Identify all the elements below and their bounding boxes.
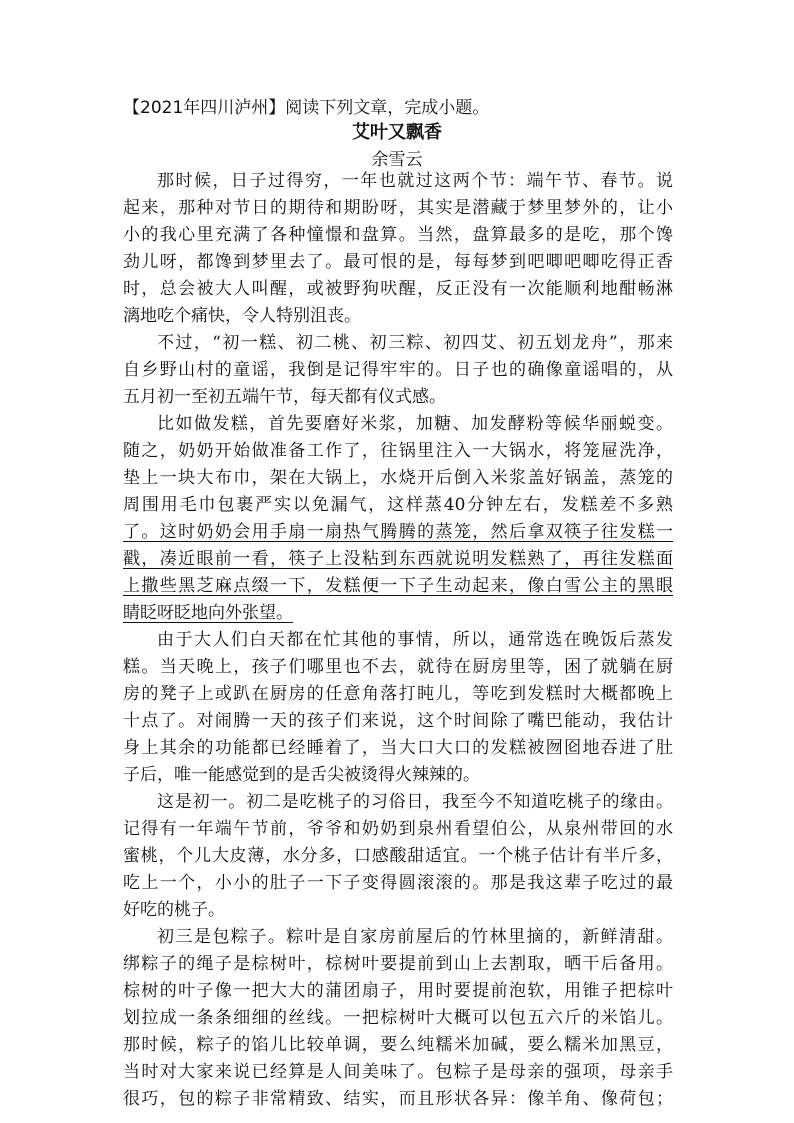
underlined-text-line: 了。这时奶奶会用手扇一扇热气腾腾的蒸笼，然后拿双筷子往发糕一 xyxy=(123,522,673,542)
text-line: 五月初一至初五端午节，每天都有仪式感。 xyxy=(123,387,446,407)
text-line: 时，总会被大人叫醒，或被野狗吠醒，反正没有一次能顺利地酣畅淋 xyxy=(123,279,673,299)
question-header: 【2021年四川泸州】阅读下列文章，完成小题。 xyxy=(123,98,490,118)
text-line: 吃上一个，小小的肚子一下子变得圆滚滚的。那是我这辈子吃过的最 xyxy=(123,873,673,893)
text-line: 这是初一。初二是吃桃子的习俗日，我至今不知道吃桃子的缘由。 xyxy=(157,792,673,812)
paragraph-2 xyxy=(123,330,673,411)
text-line: 起来，那种对节日的期待和期盼呀，其实是潜藏于梦里梦外的，让小 xyxy=(123,198,673,218)
underlined-text-line: 戳，凑近眼前一看，筷子上没粘到东西就说明发糕熟了，再往发糕面 xyxy=(123,549,673,569)
text-line: 身上其余的功能都已经睡着了，当大口大口的发糕被囫囵地吞进了肚 xyxy=(123,738,673,758)
text-line: 比如做发糕，首先要磨好米浆，加糖、加发酵粉等候华丽蜕变。 xyxy=(157,414,673,434)
text-line: 垫上一块大布巾，架在大锅上，水烧开后倒入米浆盖好锅盖，蒸笼的 xyxy=(123,468,673,488)
text-line: 劲儿呀，都馋到梦里去了。最可恨的是，每每梦到吧唧吧唧吃得正香 xyxy=(123,252,673,272)
text-line: 绑粽子的绳子是棕树叶，棕树叶要提前到山上去割取，晒干后备用。 xyxy=(123,954,673,974)
text-line: 记得有一年端午节前，爷爷和奶奶到泉州看望伯公，从泉州带回的水 xyxy=(123,819,673,839)
text-line: 随之，奶奶开始做准备工作了，往锅里注入一大锅水，将笼屉洗净， xyxy=(123,441,673,461)
text-line: 那时候，日子过得穷，一年也就过这两个节：端午节、春节。说 xyxy=(157,171,673,191)
text-line: 周围用毛巾包裹严实以免漏气，这样蒸40分钟左右，发糕差不多熟 xyxy=(123,495,673,515)
text-line: 自乡野山村的童谣，我倒是记得牢牢的。日子也的确像童谣唱的，从 xyxy=(123,360,673,380)
underlined-text-line: 睛眨呀眨地向外张望。 xyxy=(123,603,293,623)
article-author: 余雪云 xyxy=(371,150,423,170)
text-line: 漓地吃个痛快，令人特别沮丧。 xyxy=(123,306,361,326)
text-line: 不过，“初一糕、初二桃、初三粽、初四艾、初五划龙舟”，那来 xyxy=(157,333,673,353)
text-line: 十点了。对闹腾一天的孩子们来说，这个时间除了嘴巴能动，我估计 xyxy=(123,711,673,731)
text-line: 糕。当天晚上，孩子们哪里也不去，就待在厨房里等，困了就躺在厨 xyxy=(123,657,673,677)
text-line: 房的凳子上或趴在厨房的任意角落打盹儿，等吃到发糕时大概都晚上 xyxy=(123,684,673,704)
text-line: 好吃的桃子。 xyxy=(123,900,225,920)
text-line: 小的我心里充满了各种憧憬和盘算。当然，盘算最多的是吃，那个馋 xyxy=(123,225,673,245)
text-line: 那时候，粽子的馅儿比较单调，要么纯糯米加碱，要么糯米加黑豆， xyxy=(123,1035,673,1055)
article-title: 艾叶又飘香 xyxy=(352,122,442,143)
text-line: 初三是包粽子。粽叶是自家房前屋后的竹林里摘的，新鲜清甜。 xyxy=(157,927,673,947)
text-line: 划拉成一条条细细的丝线。一把棕树叶大概可以包五六斤的米馅儿。 xyxy=(123,1008,673,1028)
paragraph-3 xyxy=(123,411,673,627)
article-body xyxy=(123,168,673,1113)
text-line: 由于大人们白天都在忙其他的事情，所以，通常选在晚饭后蒸发 xyxy=(157,630,673,650)
text-line: 很巧，包的粽子非常精致、结实，而且形状各异：像羊角、像荷包； xyxy=(123,1089,673,1109)
text-line: 棕树的叶子像一把大大的蒲团扇子，用时要提前泡软，用锥子把棕叶 xyxy=(123,981,673,1001)
underlined-text-line: 上撒些黑芝麻点缀一下，发糕便一下子生动起来，像白雪公主的黑眼 xyxy=(123,576,673,596)
paragraph-5 xyxy=(123,789,673,924)
text-line: 当时对大家来说已经算是人间美味了。包粽子是母亲的强项，母亲手 xyxy=(123,1062,673,1082)
paragraph-4 xyxy=(123,627,673,789)
text-line: 子后，唯一能感觉到的是舌尖被烫得火辣辣的。 xyxy=(123,765,480,785)
text-line: 蜜桃，个儿大皮薄，水分多，口感酸甜适宜。一个桃子估计有半斤多， xyxy=(123,846,673,866)
paragraph-1 xyxy=(123,168,673,330)
paragraph-6 xyxy=(123,924,673,1113)
